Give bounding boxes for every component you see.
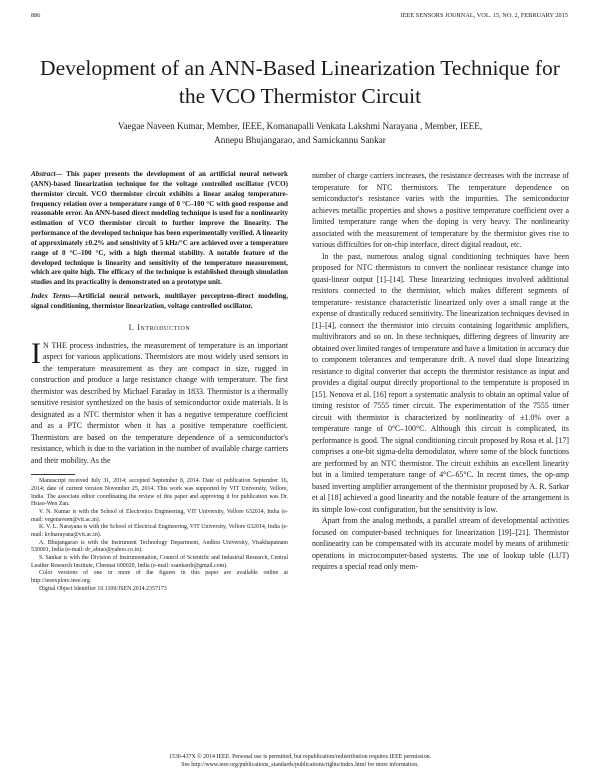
copyright-line: 1530-437X © 2014 IEEE. Personal use is permitted, but republication/redistribution requires IEEE permission. <box>168 754 432 760</box>
left-column <box>31 170 288 593</box>
lead-words: N THE <box>43 340 67 350</box>
footnote: K. V. L. Narayana is with the School of Electrical Engineering, VIT University, Vellore 632014, India (e-mail: kvlnarayana@vit.ac.in). <box>31 524 288 538</box>
journal-name: IEEE SENSORS JOURNAL, VOL. 15, NO. 2, FEBRUARY 2015 <box>400 12 568 19</box>
body-paragraph: In the past, numerous analog signal conditioning techniques have been proposed for NTC thermistors to convert the nonlinear resistance change into quasi-linear output [1]–[14]. These linearizing techniques involved additional resistors connected to the thermistor, which makes different segments of temperature- resistance characteristic linearized only over a small range at the expense of drastically reduced sensitivity. The linearization techniques devised in [1]–[4], connect the thermistor into circuits containing logarithmic amplifiers, multivibrators and so on. In these techniques, differing degrees of linearity are obtained over limited ranges of temperature and have a limitation in accuracy due to component tolerances and temperature drift. A novel dual slope linearizing resistance to digital converter that accepts the thermistor resistance as input and provides a digital output directly proportional to the temperature is proposed in [15]. Nenova et al. [16] report a systematic analysis to obtain an optimal value of timing resistor of 7555 timer circuit. The experimentation of the 7555 timer circuit with thermistor is characterized by nonlinearity of ±1.0% over a temperature range of 0°C–100°C. Although this circuit is complicated, its performance is good. The signal conditioning circuit proposed by Rosa et al. [17] comprises a one-bit sigma-delta demodulator, where some of the block functions are performed by an NTC thermistor. The circuit exhibits an excellent linearity but in a limited temperature range of 4°C–65°C. In recent times, the op-amp based inverting amplifier arrangement of the thermistor proposed by A. R. Sarkar et al [18] achieved a good linearity and the notable feature of the arrangement is its simple low-cost configuration, but the sensitivity is low. <box>312 251 569 514</box>
abstract-label: Abstract— <box>31 170 63 178</box>
author-list <box>30 120 570 147</box>
footnotes <box>31 478 288 593</box>
index-terms-text: Artificial neural network, multilayer perceptron-direct modeling, signal conditioning, thermistor linearization, voltage controlled oscillator. <box>31 292 288 310</box>
footnote: Color versions of one or more of the figures in this paper are available online at http://ieeexplore.ieee.org. <box>31 570 288 584</box>
intro-paragraph <box>31 336 289 467</box>
paper-title: Development of an ANN-Based Linearization Technique for the VCO Thermistor Circuit <box>40 56 560 108</box>
author-line-2: Annepu Bhujangarao, and Samickannu Sankar <box>214 134 386 145</box>
body-paragraph: Apart from the analog methods, a parallel stream of developmental activities focused on computer-based techniques for linearization [19]–[21]. Thermistor nonlinearity can be compensated with its accurate model by means of arithmetic operations in microcomputer-based systems. The use of lookup table (LUT) requires a special read only mem- <box>312 516 569 571</box>
footnote: Digital Object Identifier 10.1109/JSEN.2014.2357173 <box>39 585 167 592</box>
rights-line: See http://www.ieee.org/publications_standards/publications/rights/index.html for more information. <box>181 762 419 768</box>
abstract-text: This paper presents the development of an artificial neural network (ANN)-based linearization technique for the voltage controlled oscillator (VCO) thermistor circuit. VCO thermistor circuit exhibits a linear analog temperature-frequency relation over a temperature range of 0 °C–100 °C with good response and reasonable error. An ANN-based direct modeling technique is used for a nonlinearity estimation of VCO thermistor circuit to further improve the linearity. The performance of the developed technique has been experimentally verified. A linearity of approximately ±0.2% and sensitivity of 5 kHz/°C are achieved over a temperature range of 0 °C–100 °C, with a high thermal stability. A notable feature of the developed technique is linearity and sensitivity of the temperature measurement, which are quite high. The efficacy of the technique is established through simulation studies and its practicality is demonstrated on a prototype unit. <box>31 170 288 287</box>
footnote: Manuscript received July 31, 2014; accepted September 8, 2014. Date of publication September 16, 2014; date of current version November 25, 2014. This work was supported by VIT University, Vellore, India. The associate editor coordinating the review of this paper and approving it for publication was Dr. Hsiao-Wen Zan. <box>31 478 288 508</box>
index-terms <box>31 292 288 312</box>
footnote: V. N. Kumar is with the School of Electronics Engineering, VIT University, Vellore 632014, India (e-mail: vegenaveen@vit.ac.in). <box>31 508 288 523</box>
page-number: 886 <box>31 12 41 19</box>
right-column <box>312 170 569 573</box>
abstract <box>31 170 288 288</box>
author-line-1: Vaegae Naveen Kumar, Member, IEEE, Komanapalli Venkata Lakshmi Narayana , Member, IEEE, <box>117 121 483 131</box>
footnote: A. Bhujangarao is with the Instrument Technology Department, Andhra University, Visakhapatnam 530001, India (e-mail: dr_abrao@yahoo.co.in). <box>31 539 288 554</box>
footnote: S. Sankar is with the Division of Instrumentation, Council of Scientific and Industrial Research, Central Leather Research Institute, Chennai 600020, India (e-mail: ssankardr@gmail.com). <box>31 554 288 569</box>
footnote-divider <box>31 474 75 475</box>
drop-cap: I <box>31 336 41 370</box>
body-paragraph: number of charge carriers increases, the resistance decreases with the increase of temperature for NTC thermistors. The temperature dependence on semiconductor's resistance varies with the impurities. The semiconductor achieves metallic properties and shows a positive temperature coefficient over a limited temperature range when the doping is very heavy. The nonlinearity associated with the measurement of temperature by the thermistor gives rise to various difficulties for on-chip interface, direct digital readout, etc. <box>312 171 569 249</box>
section-heading: I. Introduction <box>128 322 191 332</box>
intro-text: process industries, the measurement of temperature is an important aspect for various applications. Thermistors are most widely used sensors in the temperature measurement as they are compact in size, rugged in construction and produce a large resistance change with temperature. The first thermistor was described by Michael Faraday in 1833. Thermistor is a thermally sensitive resistor synthesized on the basis of semiconductor oxide materials. It is designated as a NTC thermistor when it has a negative temperature coefficient and as a PTC thermistor when it has a positive temperature coefficient. Thermistors are based on the temperature dependence of a semiconductor's resistance, which is due to the variation in the number of available charge carriers and their mobility. As the <box>31 340 289 465</box>
copyright-footer <box>30 753 570 769</box>
running-header <box>31 12 568 22</box>
index-terms-label: Index Terms— <box>31 292 78 301</box>
